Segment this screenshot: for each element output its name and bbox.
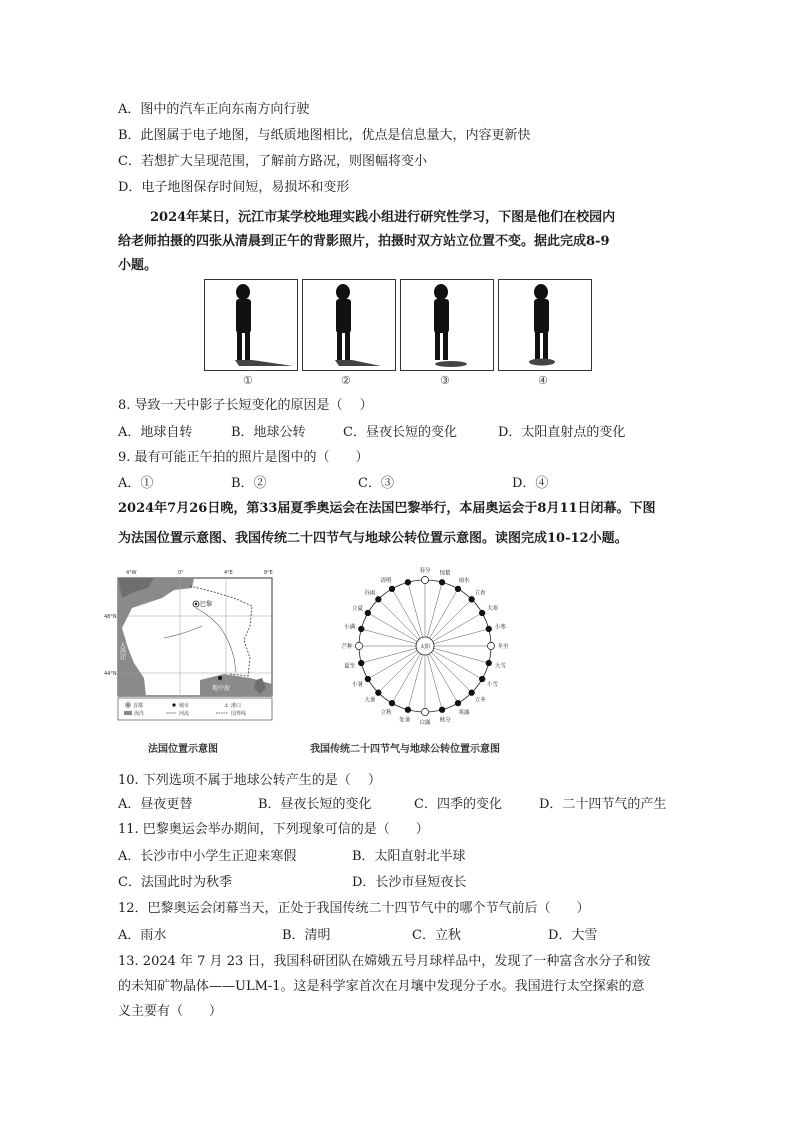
solar-term-label: 处暑	[399, 717, 411, 724]
earth-position-icon	[487, 642, 494, 649]
q11-stem: 11. 巴黎奥运会举办期间，下列现象可信的是（ ）	[118, 822, 429, 837]
earth-position-icon	[469, 690, 475, 696]
q12-stem: 12．巴黎奥运会闭幕当天，正处于我国传统二十四节气中的哪个节气前后（ ）	[118, 901, 590, 916]
orbit-caption: 我国传统二十四节气与地球公转位置示意图	[310, 744, 500, 755]
legend-sea: 海洋	[134, 711, 145, 717]
earth-position-icon	[486, 626, 492, 632]
photo-1	[204, 279, 298, 371]
solar-term-label: 大雪	[494, 663, 506, 670]
solar-term-label: 冬至	[497, 644, 509, 650]
earth-position-icon	[365, 610, 371, 616]
lon-label-4w: 4°W	[126, 570, 137, 576]
q8-option-b: B．地球公转	[231, 425, 306, 440]
atlantic-label: 大西洋	[118, 642, 126, 660]
solar-term-label: 谷雨	[364, 590, 376, 597]
legend-port-icon: ⚓	[224, 703, 229, 709]
earth-position-icon	[469, 597, 475, 603]
legend-border: 国界线	[231, 711, 247, 717]
solar-term-label: 大暑	[364, 697, 376, 704]
earth-position-icon	[439, 707, 445, 713]
solar-term-label: 夏至	[344, 663, 356, 670]
q9-option-b: B．②	[231, 476, 267, 491]
orbit-spoke	[368, 646, 425, 679]
solar-term-label: 立夏	[351, 606, 363, 612]
q12-option-d: D．大雪	[548, 928, 598, 943]
france-map	[104, 568, 284, 726]
q7-option-b: B．此图属于电子地图，与纸质地图相比，优点是信息量大，内容更新快	[118, 128, 531, 143]
earth-position-icon	[358, 660, 364, 666]
q11-option-a: A．长沙市中小学生正迎来寒假	[118, 849, 297, 864]
earth-position-icon	[455, 700, 461, 706]
q10-option-b: B．昼夜长短的变化	[258, 797, 372, 812]
port-marker-icon	[218, 676, 222, 680]
q9-option-c: C．③	[358, 476, 394, 491]
orbit-spoke	[361, 629, 425, 646]
orbit-spoke	[425, 599, 472, 646]
q13-line3: 义主要有（ ）	[118, 1004, 223, 1019]
silhouette-figure-icon	[303, 280, 395, 370]
solar-term-label: 雨水	[458, 578, 470, 585]
orbit-spoke	[425, 646, 442, 710]
earth-position-icon	[365, 676, 371, 682]
q11-option-b: B．太阳直射北半球	[352, 849, 466, 864]
solar-term-label: 大寒	[487, 606, 499, 612]
q12-option-a: A．雨水	[118, 928, 167, 943]
q9-option-d: D．④	[512, 476, 549, 491]
earth-position-icon	[455, 586, 461, 592]
silhouette-figure-icon	[401, 280, 493, 370]
solar-term-label: 小暑	[351, 682, 363, 688]
q13-line2: 的未知矿物晶体——ULM-1。这是科学家首次在月壤中发现分子水。我国进行太空探索的意	[118, 979, 645, 994]
q12-option-b: B．清明	[282, 928, 331, 943]
earth-position-icon	[376, 690, 382, 696]
intro-8-9-line3: 小题。	[118, 258, 158, 273]
paris-label: 巴黎	[200, 601, 213, 608]
intro-8-9-line2: 给老师拍摄的四张从清晨到正午的背影照片，拍摄时双方站立位置不变。据此完成8-9	[118, 234, 610, 249]
lat-label-44n: 44°N	[104, 671, 117, 677]
intro-8-9-line1: 2024年某日，沅江市某学校地理实践小组进行研究性学习，下图是他们在校园内	[150, 210, 616, 225]
q8-stem: 8. 导致一天中影子长短变化的原因是（ ）	[118, 398, 373, 413]
photo-3	[400, 279, 494, 371]
orbit-spoke	[378, 599, 425, 646]
q8-option-d: D．太阳直射点的变化	[498, 425, 626, 440]
intro-10-12-line1: 2024年7月26日晚，第33届夏季奥运会在法国巴黎举行，本届奥运会于8月11日闭幕。下图	[118, 501, 656, 516]
solar-term-label: 立春	[474, 590, 486, 597]
lon-label-0: 0°	[178, 570, 184, 576]
solar-term-label: 惊蛰	[439, 570, 451, 577]
q7-option-a: A．图中的汽车正向东南方向行驶	[118, 102, 310, 117]
orbit-spoke	[425, 582, 442, 646]
orbit-spoke	[392, 646, 425, 703]
solar-terms-orbit-diagram	[320, 563, 530, 729]
silhouette-figure-icon	[205, 280, 297, 370]
q9-option-a: A．①	[118, 476, 154, 491]
solar-term-label: 小雪	[487, 682, 499, 688]
earth-position-icon	[486, 660, 492, 666]
photo-label-3: ③	[440, 374, 450, 387]
map-caption: 法国位置示意图	[148, 744, 218, 755]
earth-position-icon	[405, 579, 411, 585]
q10-stem: 10. 下列选项不属于地球公转产生的是（ ）	[118, 773, 381, 788]
orbit-spoke	[425, 646, 472, 693]
orbit-spoke	[392, 589, 425, 646]
q10-option-c: C．四季的变化	[414, 797, 502, 812]
solar-term-label: 白露	[419, 720, 431, 726]
lon-label-8e: 8°E	[264, 570, 273, 576]
orbit-spoke	[425, 613, 482, 646]
solar-term-label: 秋分	[439, 717, 451, 724]
solar-term-label: 芒种	[341, 644, 353, 650]
earth-position-icon	[479, 676, 485, 682]
solar-term-label: 立冬	[474, 697, 486, 704]
intro-10-12-line2: 为法国位置示意图、我国传统二十四节气与地球公转位置示意图。读图完成10-12小题。	[118, 531, 628, 546]
earth-position-icon	[421, 576, 428, 583]
orbit-spoke	[425, 646, 489, 663]
solar-term-label: 寒露	[458, 709, 470, 716]
silhouette-figure-icon	[499, 280, 591, 370]
legend-city: 城市	[179, 703, 190, 709]
earth-position-icon	[389, 700, 395, 706]
lat-label-48n: 48°N	[104, 614, 117, 620]
solar-term-label: 春分	[419, 568, 431, 574]
orbit-spoke	[425, 589, 458, 646]
q10-option-a: A．昼夜更替	[118, 797, 193, 812]
q8-option-a: A．地球自转	[118, 425, 193, 440]
q9-stem: 9. 最有可能正午拍的照片是图中的（ ）	[118, 450, 369, 465]
earth-position-icon	[376, 597, 382, 603]
orbit-spoke	[408, 582, 425, 646]
q10-option-d: D．二十四节气的产生	[539, 797, 667, 812]
solar-term-label: 清明	[380, 578, 392, 585]
photo-4	[498, 279, 592, 371]
earth-position-icon	[421, 708, 428, 715]
photo-label-4: ④	[538, 374, 548, 387]
earth-position-icon	[355, 642, 362, 649]
q12-option-c: C．立秋	[412, 928, 461, 943]
sun-label: 太阳	[419, 644, 431, 650]
q7-option-c: C．若想扩大呈现范围，了解前方路况，则图幅将变小	[118, 154, 427, 169]
q7-option-d: D．电子地图保存时间短，易损坏和变形	[118, 180, 350, 195]
q11-option-c: C．法国此时为秋季	[118, 875, 232, 890]
legend-river: 河流	[179, 711, 190, 717]
lon-label-4e: 4°E	[224, 570, 233, 576]
photo-label-1: ①	[243, 374, 253, 387]
earth-position-icon	[405, 707, 411, 713]
orbit-spoke	[361, 646, 425, 663]
photo-label-2: ②	[341, 374, 351, 387]
orbit-spoke	[378, 646, 425, 693]
earth-position-icon	[439, 579, 445, 585]
photo-2	[302, 279, 396, 371]
orbit-spoke	[368, 613, 425, 646]
mediterranean-label: 地中海	[212, 685, 231, 692]
q11-option-d: D．长沙市昼短夜长	[352, 875, 467, 890]
solar-term-label: 小满	[344, 624, 356, 631]
orbit-spoke	[425, 646, 458, 703]
earth-position-icon	[389, 586, 395, 592]
earth-position-icon	[479, 610, 485, 616]
solar-term-label: 立秋	[380, 709, 392, 716]
legend-capital: 首都	[133, 703, 144, 709]
q13-line1: 13. 2024 年 7 月 23 日，我国科研团队在嫦娥五号月球样品中，发现了一种富含水分子和铵	[118, 954, 651, 969]
orbit-spoke	[425, 646, 482, 679]
solar-term-label: 小寒	[494, 624, 506, 631]
earth-position-icon	[358, 626, 364, 632]
orbit-spoke	[408, 646, 425, 710]
q8-option-c: C．昼夜长短的变化	[343, 425, 457, 440]
legend-port: 港口	[231, 703, 242, 709]
orbit-spoke	[425, 629, 489, 646]
